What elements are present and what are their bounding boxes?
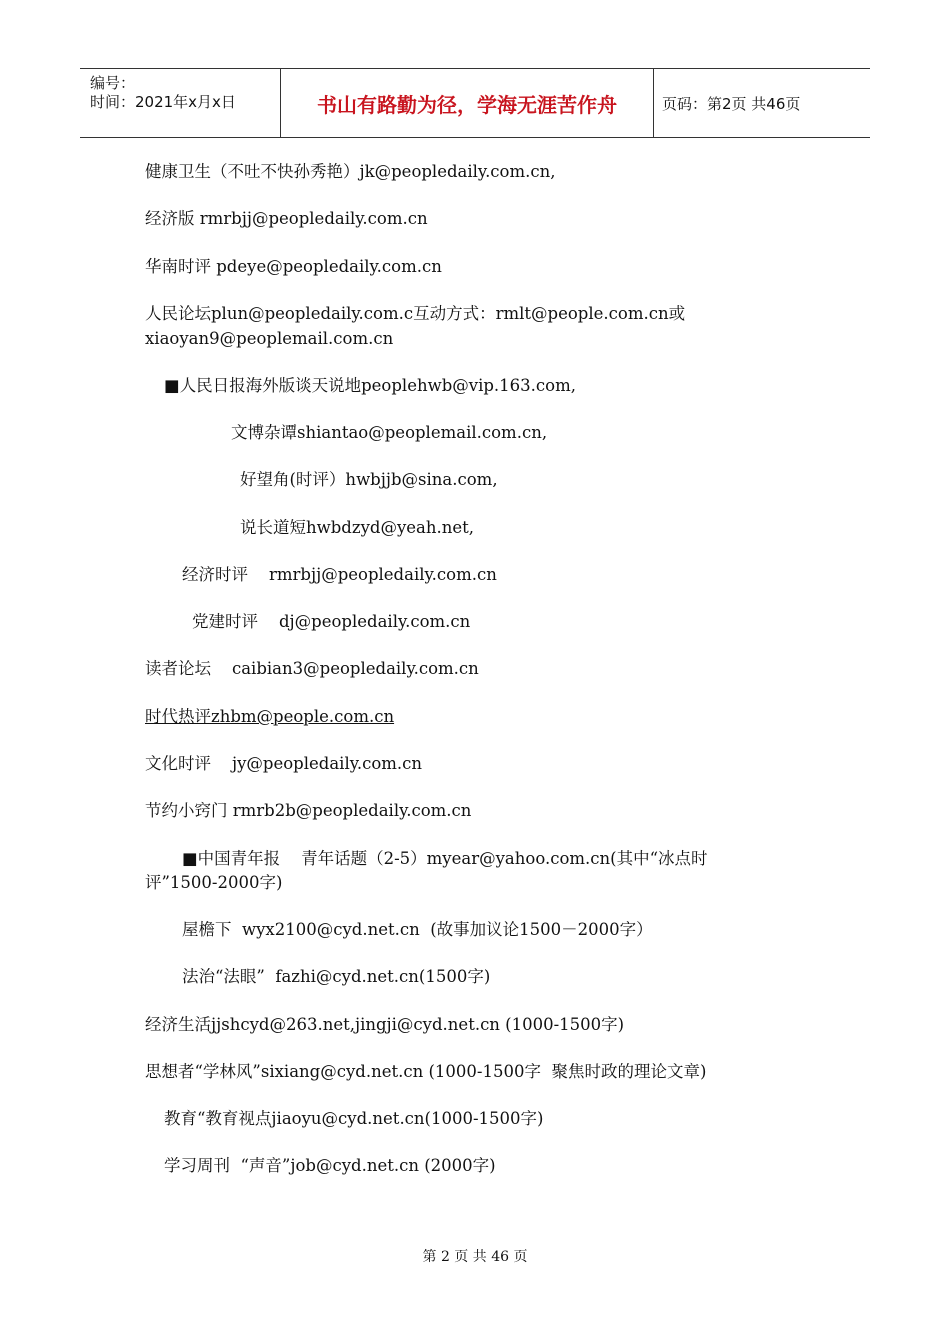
header-motto: 书山有路勤为径，学海无涯苦作舟 — [281, 69, 654, 137]
line-culture-comment: 文化时评 jy@peopledaily.com.cn — [145, 754, 423, 773]
line-thinker: 思想者“学林风”sixiang@cyd.net.cn (1000-1500字 聚焦时政的理论文章) — [145, 1062, 707, 1081]
line-south-china: 华南时评 pdeye@peopledaily.com.cn — [145, 257, 442, 276]
number-label: 编号： — [90, 74, 136, 92]
line-shuochang: 说长道短hwbdzyd@yeah.net, — [240, 518, 475, 537]
line-era-comment-link[interactable]: 时代热评zhbm@people.com.cn — [145, 707, 395, 726]
line-study-weekly: 学习周刊 “声音”job@cyd.net.cn (2000字) — [164, 1156, 496, 1175]
line-wuyan: 屋檐下 wyx2100@cyd.net.cn (故事加议论1500－2000字） — [182, 920, 653, 939]
line-education: 教育“教育视点jiaoyu@cyd.net.cn(1000-1500字) — [164, 1109, 544, 1128]
line-party-comment: 党建时评 dj@peopledaily.com.cn — [192, 612, 471, 631]
line-people-forum-cont: xiaoyan9@peoplemail.com.cn — [145, 329, 394, 348]
page-footer: 第 2 页 共 46 页 — [422, 1249, 528, 1265]
line-wenbo: 文博杂谭shiantao@peoplemail.com.cn, — [231, 423, 548, 442]
date-line: 时间：2021年x月x日 — [90, 93, 236, 111]
line-haowangjiao: 好望角(时评）hwbjjb@sina.com, — [240, 470, 498, 489]
line-health: 健康卫生（不吐不快孙秀艳）jk@peopledaily.com.cn, — [145, 162, 556, 181]
line-youth-daily-cont: 评”1500-2000字) — [145, 873, 283, 892]
line-law: 法治“法眼” fazhi@cyd.net.cn(1500字) — [182, 967, 491, 986]
line-economic-life: 经济生活jjshcyd@263.net,jingji@cyd.net.cn (1000-1500字) — [145, 1015, 625, 1034]
header-page-info: 页码：第2页 共46页 — [662, 94, 801, 113]
line-youth-daily: ■中国青年报 青年话题（2-5）myear@yahoo.com.cn(其中“冰点时 — [182, 849, 708, 868]
header-meta — [80, 69, 281, 137]
line-overseas: ■人民日报海外版谈天说地peoplehwb@vip.163.com, — [164, 376, 576, 395]
line-economy-comment: 经济时评 rmrbjj@peopledaily.com.cn — [182, 565, 497, 584]
line-people-forum: 人民论坛plun@peopledaily.com.c互动方式：rmlt@people.com.cn或 — [145, 304, 686, 323]
line-saving-tips: 节约小窍门 rmrb2b@peopledaily.com.cn — [145, 801, 472, 820]
page-header — [80, 68, 870, 138]
line-economy: 经济版 rmrbjj@peopledaily.com.cn — [145, 209, 428, 228]
line-reader-forum: 读者论坛 caibian3@peopledaily.com.cn — [145, 659, 479, 678]
